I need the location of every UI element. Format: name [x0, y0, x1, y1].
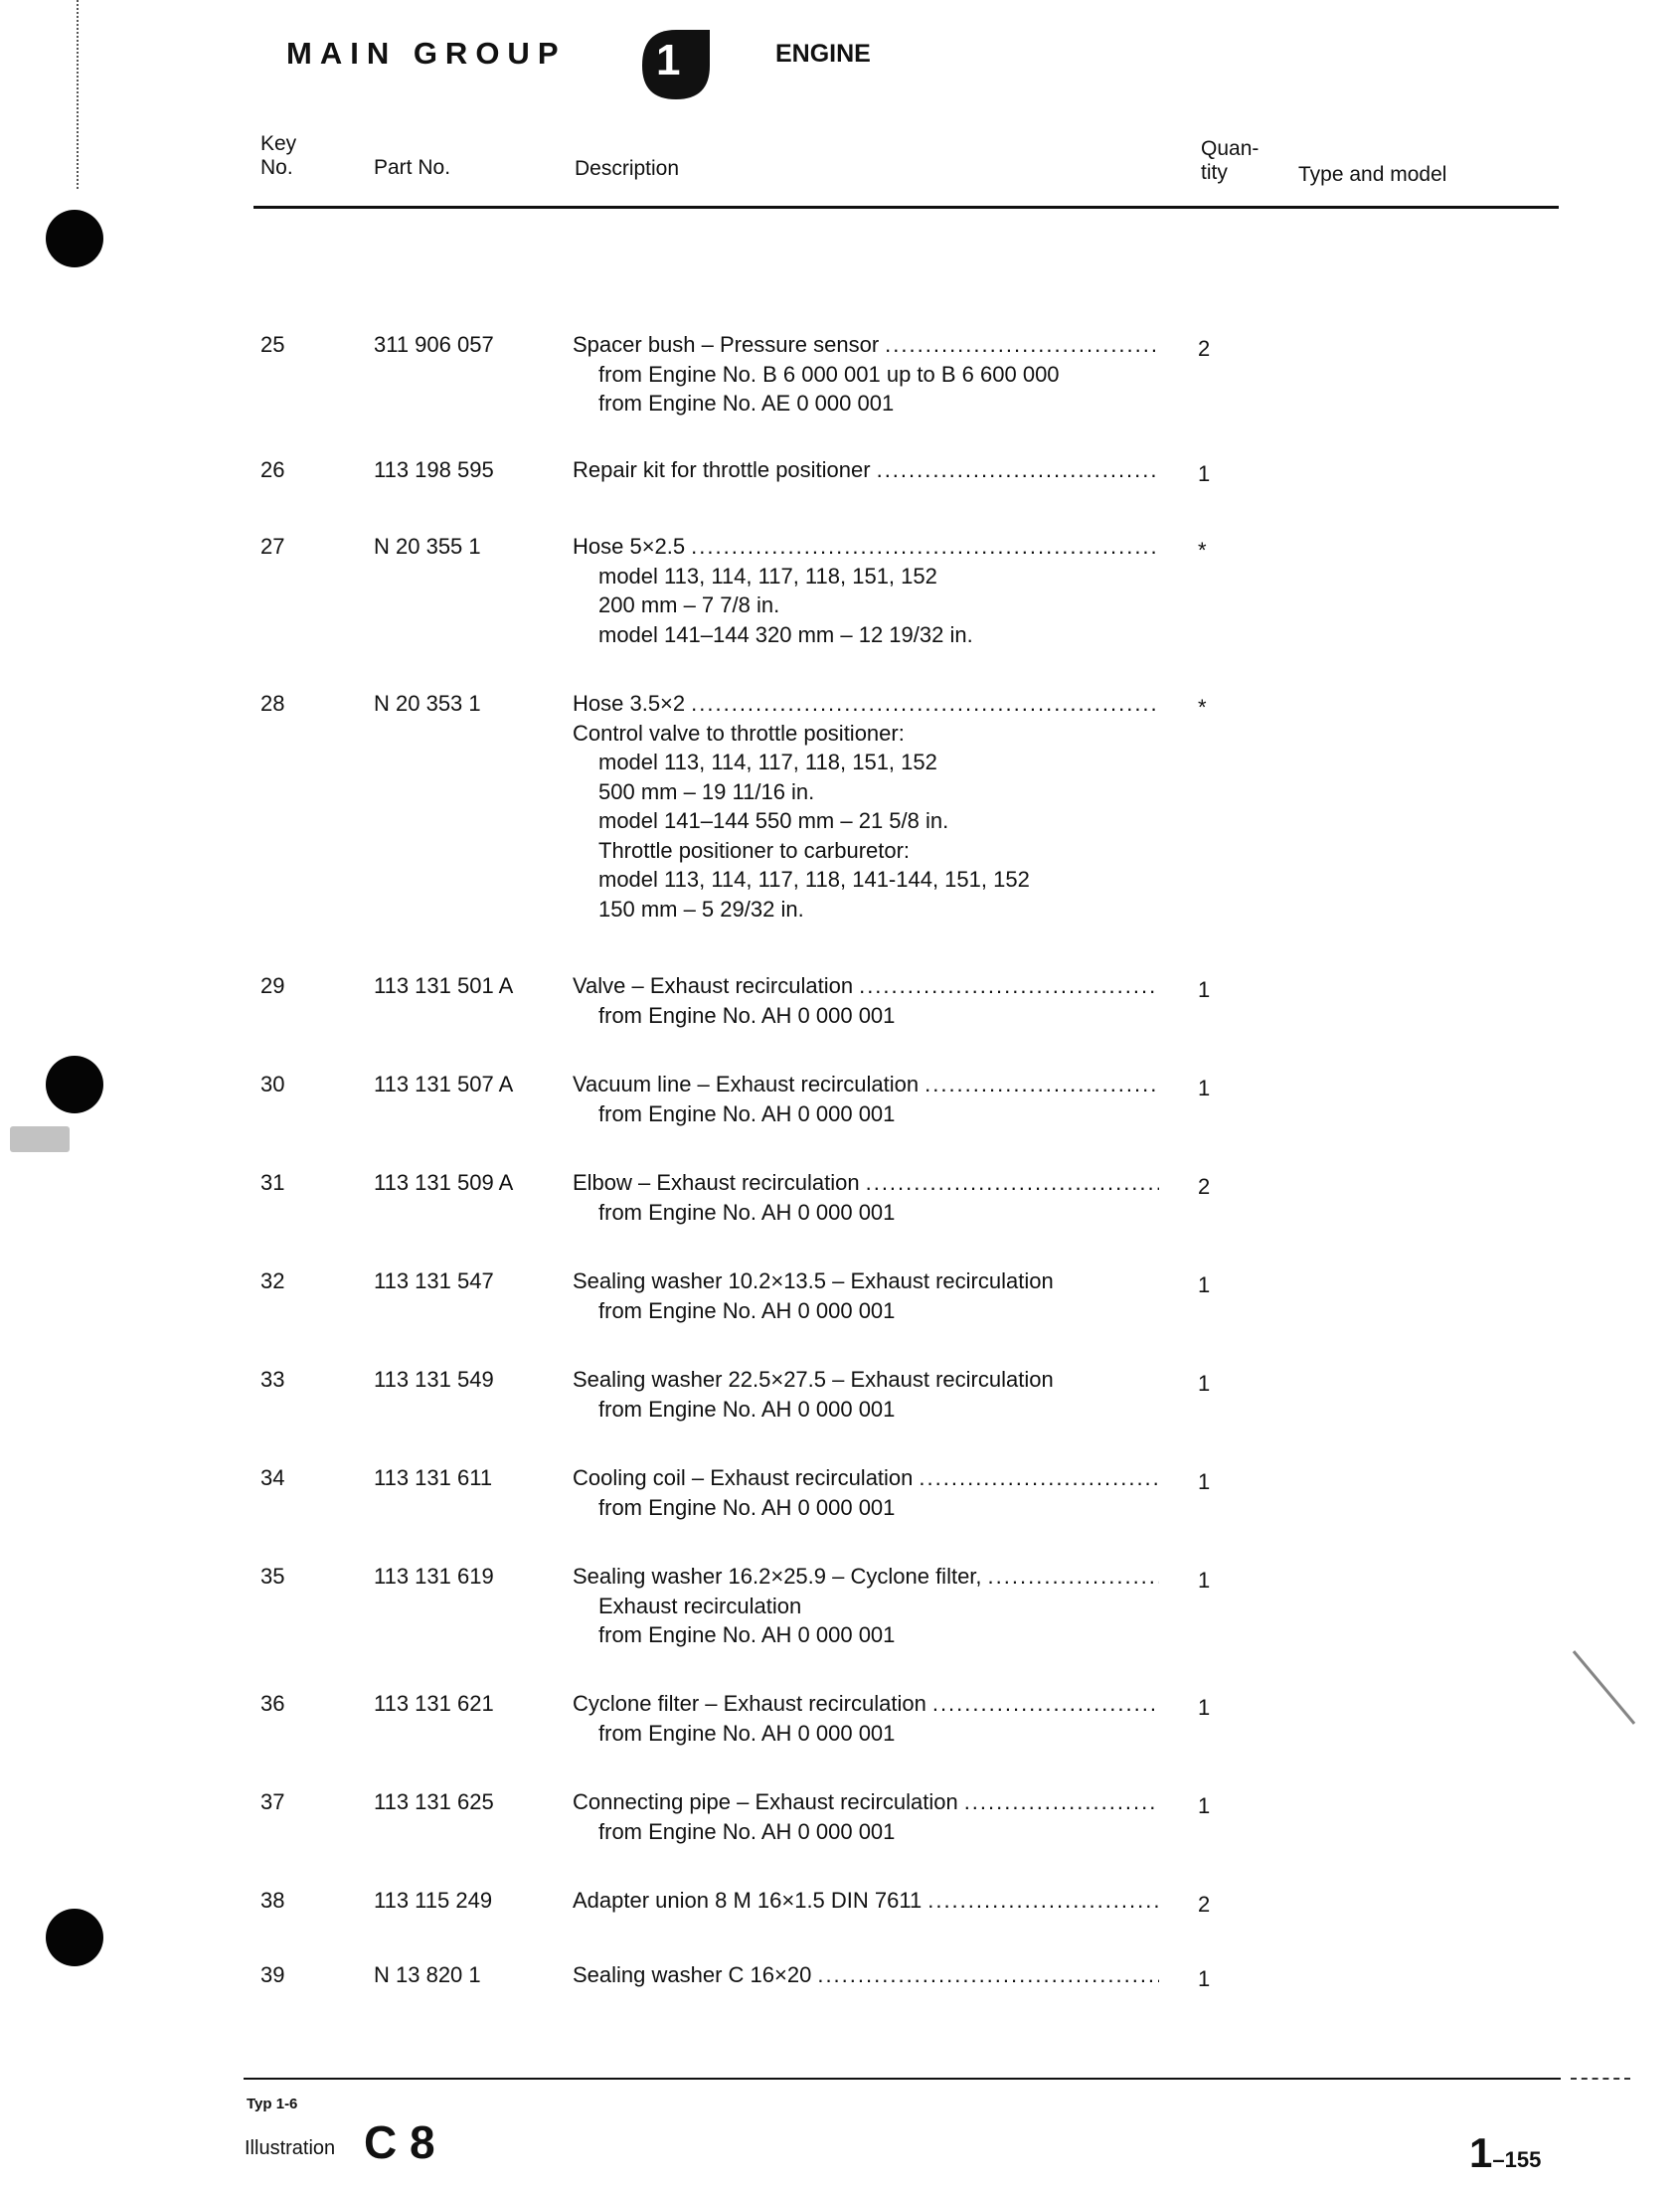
leader-dots: [866, 1168, 1159, 1198]
description-line: [573, 455, 1159, 485]
description-text: from Engine No. AE 0 000 001: [598, 391, 895, 416]
description-line: [573, 971, 1159, 1001]
key-number: 39: [260, 1962, 285, 1987]
description-text: model 113, 114, 117, 118, 151, 152: [598, 563, 937, 589]
group-title: ENGINE: [775, 40, 871, 68]
description: [573, 1562, 1159, 1650]
key-number: 32: [260, 1268, 285, 1293]
column-header-type-model: Type and model: [1298, 163, 1447, 186]
group-number: 1: [656, 36, 681, 84]
description-line: [573, 777, 1159, 807]
description: [573, 1463, 1159, 1522]
description-line: [573, 1099, 1159, 1129]
description-text: from Engine No. AH 0 000 001: [598, 1002, 896, 1028]
key-number: 35: [260, 1564, 285, 1589]
leader-dots: [927, 1886, 1159, 1916]
description-text: model 141–144 320 mm – 12 19/32 in.: [598, 621, 973, 647]
description-line: [573, 1266, 1159, 1296]
part-number: 113 131 625: [374, 1789, 494, 1814]
description-text: from Engine No. AH 0 000 001: [598, 1494, 896, 1520]
description-text: Repair kit for throttle positioner: [573, 457, 871, 482]
key-number: 28: [260, 691, 285, 716]
description-text: from Engine No. AH 0 000 001: [598, 1199, 896, 1225]
description-text: Cooling coil – Exhaust recirculation: [573, 1465, 914, 1490]
quantity: 1: [1198, 1793, 1211, 1818]
binder-hole-top: [46, 210, 103, 267]
quantity: 2: [1198, 1174, 1211, 1199]
description-text: model 113, 114, 117, 118, 141-144, 151, 152: [598, 867, 1030, 892]
binder-hole-bottom: [46, 1909, 103, 1966]
description: [573, 1689, 1159, 1748]
description-line: [573, 836, 1159, 866]
key-number: 29: [260, 973, 285, 998]
description-line: [573, 1168, 1159, 1198]
description-text: Valve – Exhaust recirculation: [573, 973, 854, 998]
quantity: 1: [1198, 977, 1211, 1002]
footer-dash: [1571, 2078, 1630, 2080]
description-line: [573, 865, 1159, 895]
description-line: [573, 1070, 1159, 1099]
part-number: N 13 820 1: [374, 1962, 481, 1987]
description: [573, 971, 1159, 1030]
description-text: from Engine No. AH 0 000 001: [598, 1622, 896, 1647]
footer-rule: [244, 2078, 1561, 2080]
description: [573, 1787, 1159, 1846]
description-line: [573, 1689, 1159, 1719]
part-number: 113 131 549: [374, 1367, 494, 1392]
description-line: [573, 895, 1159, 925]
description-line: [573, 1395, 1159, 1425]
part-number: 113 115 249: [374, 1888, 493, 1913]
quantity: 1: [1198, 1966, 1211, 1991]
description-text: Hose 5×2.5: [573, 534, 686, 559]
description: [573, 1070, 1159, 1128]
key-number: 34: [260, 1465, 285, 1490]
description-line: [573, 719, 1159, 749]
description-text: model 141–144 550 mm – 21 5/8 in.: [598, 808, 949, 833]
description-text: Throttle positioner to carburetor:: [598, 837, 911, 863]
quantity: *: [1198, 695, 1207, 720]
leader-dots: [691, 689, 1159, 719]
part-number: 113 131 621: [374, 1691, 494, 1716]
description-line: [573, 1365, 1159, 1395]
description-line: [573, 620, 1159, 650]
part-number: 113 131 547: [374, 1268, 494, 1293]
description-text: Spacer bush – Pressure sensor: [573, 332, 880, 357]
description-text: Exhaust recirculation: [598, 1593, 802, 1618]
header-rule: [253, 206, 1559, 209]
description-line: [573, 360, 1159, 390]
quantity: 1: [1198, 461, 1211, 486]
quantity: 1: [1198, 1076, 1211, 1100]
description-text: from Engine No. B 6 000 001 up to B 6 600 000: [598, 361, 1060, 387]
description-line: [573, 1886, 1159, 1916]
binder-edge-line: [77, 0, 81, 189]
quantity: *: [1198, 538, 1207, 563]
scan-noise: [10, 1126, 70, 1152]
scan-mark: [1573, 1650, 1635, 1725]
description-text: Sealing washer 22.5×27.5 – Exhaust recirculation: [573, 1367, 1054, 1392]
page-number-main: 1: [1469, 2129, 1493, 2176]
key-number: 30: [260, 1072, 285, 1096]
description-line: [573, 389, 1159, 419]
description-text: from Engine No. AH 0 000 001: [598, 1396, 896, 1422]
description: [573, 1168, 1159, 1227]
illustration-code: C 8: [364, 2116, 435, 2168]
description-text: 150 mm – 5 29/32 in.: [598, 896, 804, 922]
key-number: 27: [260, 534, 285, 559]
type-reference: Typ 1-6: [247, 2096, 298, 2112]
leader-dots: [859, 971, 1159, 1001]
key-number: 33: [260, 1367, 285, 1392]
description-line: [573, 1493, 1159, 1523]
description-text: from Engine No. AH 0 000 001: [598, 1297, 896, 1323]
description: [573, 1266, 1159, 1325]
leader-dots: [877, 455, 1159, 485]
binder-hole-middle: [46, 1056, 103, 1113]
page-number-sub: –155: [1492, 2147, 1542, 2172]
quantity: 1: [1198, 1695, 1211, 1720]
description: [573, 1960, 1159, 1990]
description-line: [573, 1198, 1159, 1228]
description: [573, 1365, 1159, 1424]
part-number: 113 131 507 A: [374, 1072, 514, 1096]
group-number-badge: [634, 26, 716, 103]
leader-dots: [919, 1463, 1159, 1493]
leader-dots: [924, 1070, 1159, 1099]
description-text: Elbow – Exhaust recirculation: [573, 1170, 860, 1195]
leader-dots: [691, 532, 1159, 562]
description-text: Connecting pipe – Exhaust recirculation: [573, 1789, 958, 1814]
key-number: 36: [260, 1691, 285, 1716]
part-number: N 20 353 1: [374, 691, 481, 716]
part-number: 113 198 595: [374, 457, 494, 482]
description: [573, 330, 1159, 419]
description-line: [573, 1562, 1159, 1592]
column-header-description: Description: [575, 157, 680, 180]
description-text: model 113, 114, 117, 118, 151, 152: [598, 750, 937, 774]
description-line: [573, 806, 1159, 836]
description-text: Sealing washer C 16×20: [573, 1962, 812, 1987]
key-number: 25: [260, 332, 285, 357]
quantity: 1: [1198, 1272, 1211, 1297]
description-text: Vacuum line – Exhaust recirculation: [573, 1072, 920, 1096]
description-text: Control valve to throttle positioner:: [573, 720, 905, 746]
description-line: [573, 1296, 1159, 1326]
part-number: 113 131 611: [374, 1465, 493, 1490]
description-text: 200 mm – 7 7/8 in.: [598, 592, 780, 617]
description-line: [573, 590, 1159, 620]
quantity: 1: [1198, 1371, 1211, 1396]
main-group-label: MAIN GROUP: [286, 36, 567, 71]
key-number: 31: [260, 1170, 285, 1195]
description-line: [573, 1719, 1159, 1749]
description-text: from Engine No. AH 0 000 001: [598, 1818, 896, 1844]
description-line: [573, 1463, 1159, 1493]
quantity: 1: [1198, 1568, 1211, 1593]
description: [573, 1886, 1159, 1916]
column-header-key-no: Key No.: [260, 132, 297, 179]
description-line: [573, 748, 1159, 777]
description-text: Hose 3.5×2: [573, 691, 686, 716]
part-number: 113 131 501 A: [374, 973, 514, 998]
description-line: [573, 1592, 1159, 1621]
quantity: 2: [1198, 336, 1211, 361]
column-header-quantity: Quan- tity: [1201, 137, 1260, 184]
description-line: [573, 562, 1159, 591]
quantity: 1: [1198, 1469, 1211, 1494]
leader-dots: [817, 1960, 1159, 1990]
part-number: 113 131 509 A: [374, 1170, 514, 1195]
key-number: 26: [260, 457, 285, 482]
description-line: [573, 689, 1159, 719]
description-line: [573, 532, 1159, 562]
description: [573, 532, 1159, 649]
description-text: Adapter union 8 M 16×1.5 DIN 7611: [573, 1888, 923, 1913]
description-line: [573, 1960, 1159, 1990]
description-text: Cyclone filter – Exhaust recirculation: [573, 1691, 926, 1716]
description-text: Sealing washer 16.2×25.9 – Cyclone filter,: [573, 1564, 982, 1589]
part-number: 311 906 057: [374, 332, 494, 357]
description-line: [573, 330, 1159, 360]
description-text: from Engine No. AH 0 000 001: [598, 1720, 896, 1746]
key-number: 37: [260, 1789, 285, 1814]
illustration-label: Illustration: [245, 2137, 336, 2159]
leader-dots: [964, 1787, 1159, 1817]
page-number: [1469, 2129, 1541, 2177]
column-header-part-no: Part No.: [374, 156, 451, 179]
part-number: N 20 355 1: [374, 534, 481, 559]
description-text: from Engine No. AH 0 000 001: [598, 1100, 896, 1126]
key-number: 38: [260, 1888, 285, 1913]
leader-dots: [885, 330, 1159, 360]
description-line: [573, 1620, 1159, 1650]
description: [573, 689, 1159, 924]
leader-dots: [988, 1562, 1159, 1592]
description-line: [573, 1001, 1159, 1031]
quantity: 2: [1198, 1892, 1211, 1917]
description-line: [573, 1787, 1159, 1817]
leader-dots: [932, 1689, 1159, 1719]
description-line: [573, 1817, 1159, 1847]
description-text: 500 mm – 19 11/16 in.: [598, 778, 815, 804]
description-text: Sealing washer 10.2×13.5 – Exhaust recirculation: [573, 1268, 1054, 1293]
part-number: 113 131 619: [374, 1564, 494, 1589]
description: [573, 455, 1159, 485]
